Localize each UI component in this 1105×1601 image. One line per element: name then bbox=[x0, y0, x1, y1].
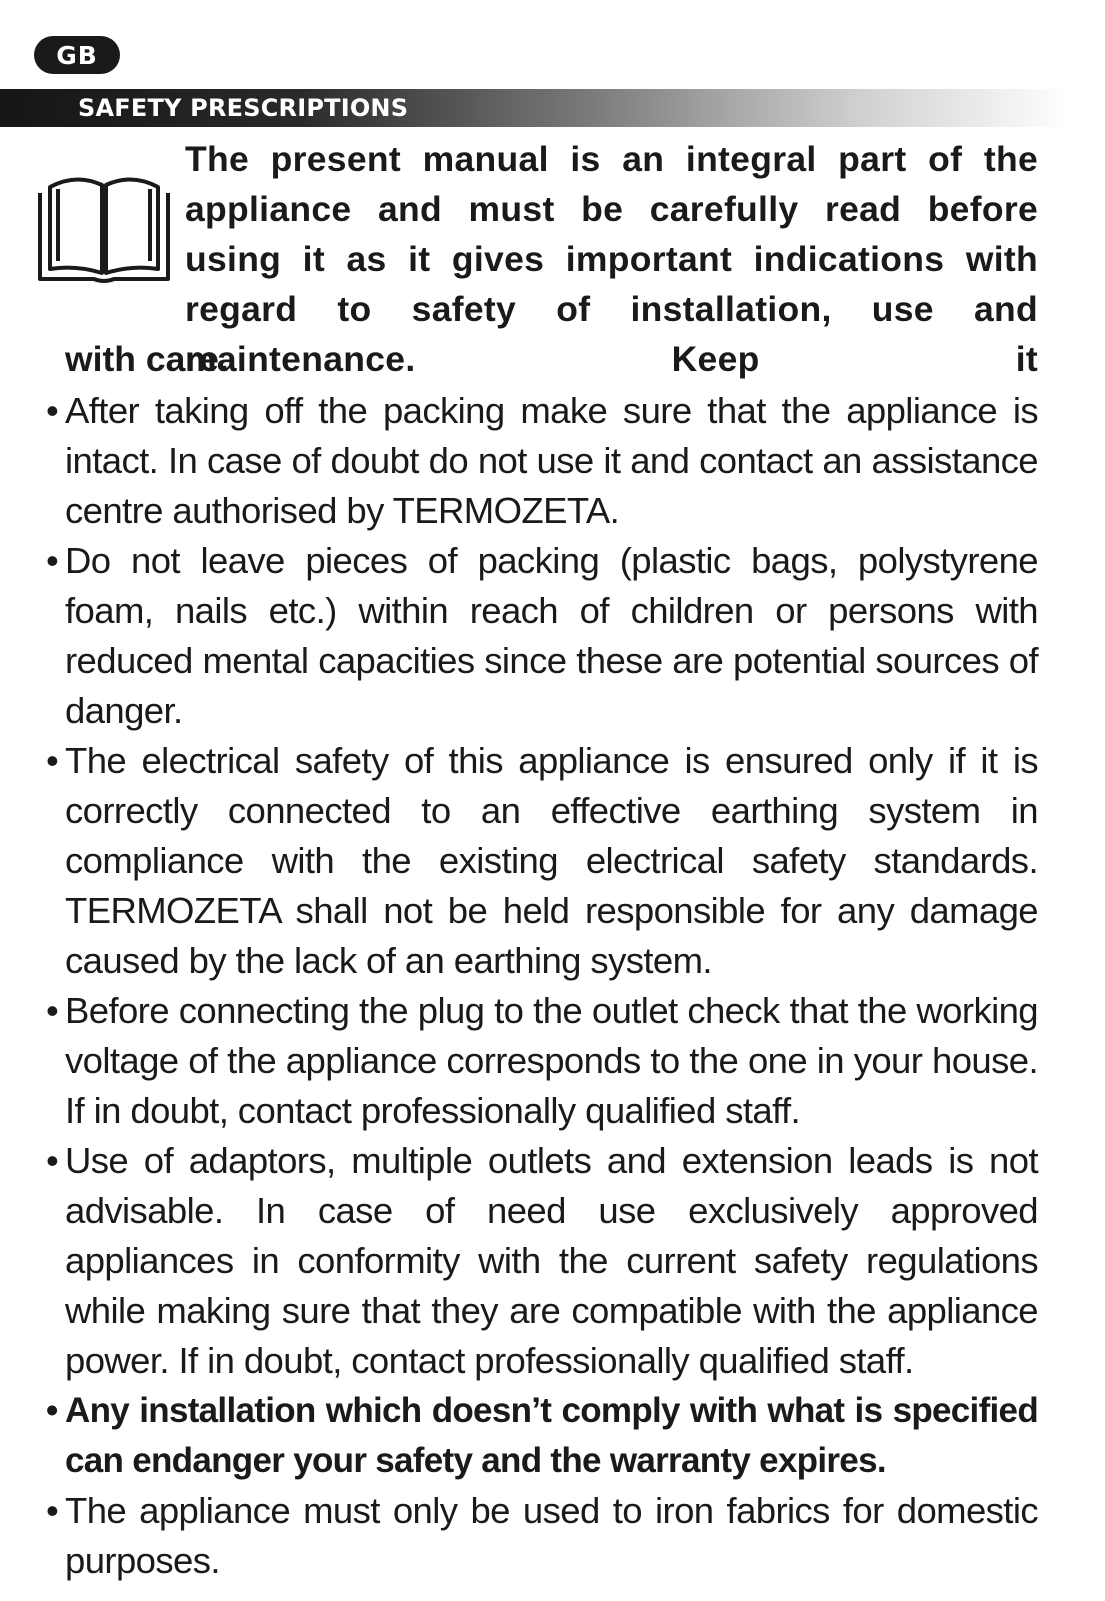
bullet-icon: • bbox=[46, 1391, 58, 1430]
bullet-icon: • bbox=[46, 390, 59, 431]
list-item-text: Any installation which doesn’t comply with what is specified can endanger your safety and the warranty expires. bbox=[65, 1391, 1038, 1480]
safety-list bbox=[46, 386, 1038, 1586]
bullet-icon: • bbox=[46, 740, 59, 781]
list-item-text: Before connecting the plug to the outlet check that the working voltage of the appliance corresponds to the one in your house. If in doubt, contact professionally qualified staff. bbox=[65, 990, 1038, 1131]
list-item bbox=[46, 536, 1038, 736]
bullet-icon: • bbox=[46, 1490, 59, 1531]
section-title: SAFETY PRESCRIPTIONS bbox=[78, 94, 409, 122]
bullet-icon: • bbox=[46, 1140, 59, 1181]
list-item bbox=[46, 986, 1038, 1136]
bullet-icon: • bbox=[46, 990, 59, 1031]
list-item-text: The electrical safety of this appliance is ensured only if it is correctly connected to an effective earthing system in compliance with the existing electrical safety standards. TERMOZETA shall not be held responsible for any damage caused by the lack of an earthing system. bbox=[65, 740, 1038, 981]
list-item bbox=[46, 736, 1038, 986]
list-item-text: The appliance must only be used to iron fabrics for domestic purposes. bbox=[65, 1490, 1038, 1581]
intro-text: The present manual is an integral part of the appliance and must be carefully read before using it as it gives important indications with regard to safety of installation, use and maintenance. Keep it bbox=[185, 139, 1038, 379]
list-item bbox=[46, 1486, 1038, 1586]
list-item bbox=[46, 1136, 1038, 1386]
list-item-text: After taking off the packing make sure that the appliance is intact. In case of doubt do not use it and contact an assistance centre authorised by TERMOZETA. bbox=[65, 390, 1038, 531]
list-item-text: Do not leave pieces of packing (plastic bags, polystyrene foam, nails etc.) within reach of children or persons with reduced mental capacities since these are potential sources of danger. bbox=[65, 540, 1038, 731]
list-item bbox=[46, 386, 1038, 536]
language-badge: GB bbox=[34, 36, 120, 74]
open-book-icon bbox=[36, 165, 172, 285]
list-item bbox=[46, 1386, 1038, 1486]
bullet-icon: • bbox=[46, 540, 59, 581]
intro-text-tail: with care. bbox=[65, 339, 229, 379]
list-item-text: Use of adaptors, multiple outlets and extension leads is not advisable. In case of need use exclusively approved appliances in conformity with the current safety regulations while making sure that they are compatible with the appliance power. If in doubt, contact professionally qualified staff. bbox=[65, 1140, 1038, 1381]
section-header-bar bbox=[0, 89, 1070, 127]
